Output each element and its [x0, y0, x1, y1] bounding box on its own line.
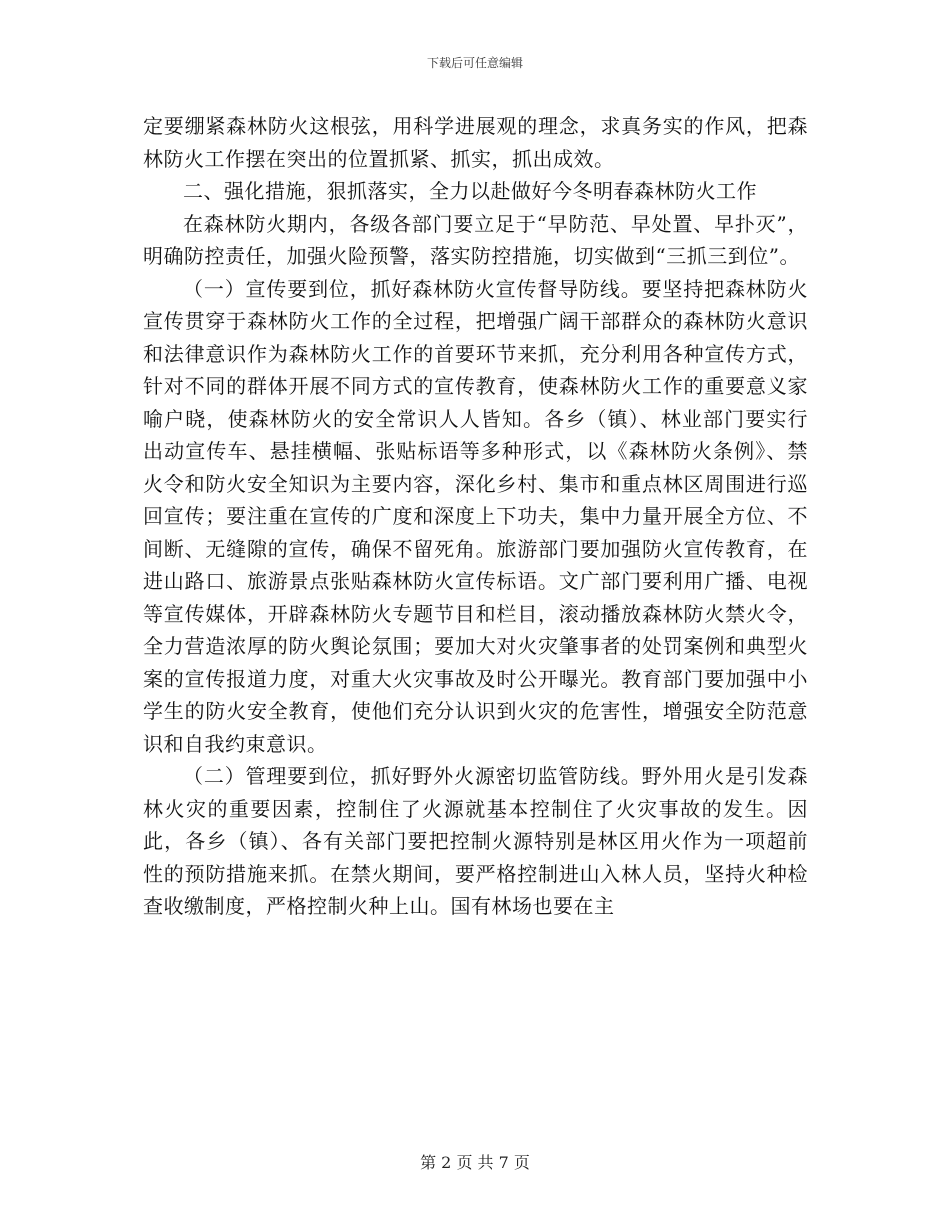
- page-header: 下载后可任意编辑: [426, 56, 523, 70]
- page-number-footer: 第 2 页 共 7 页: [420, 1153, 530, 1172]
- document-body: [143, 110, 808, 923]
- paragraph-management: （二）管理要到位，抓好野外火源密切监管防线。野外用火是引发森林火灾的重要因素，控制住了火源就基本控制住了火灾事故的发生。因此，各乡（镇）、各有关部门要把控制火源特别是林区用火作为一项超前性的预防措施来抓。在禁火期间，要严格控制进山入林人员，坚持火种检查收缴制度，严格控制火种上山。国有林场也要在主: [143, 764, 808, 918]
- paragraph-1: 定要绷紧森林防火这根弦，用科学进展观的理念，求真务实的作风，把森林防火工作摆在突出的位置抓紧、抓实，抓出成效。: [143, 114, 808, 171]
- section-heading-2: 二、强化措施，狠抓落实，全力以赴做好今冬明春森林防火工作: [183, 179, 757, 203]
- paragraph-publicity: （一）宣传要到位，抓好森林防火宣传督导防线。要坚持把森林防火宣传贯穿于森林防火工作的全过程，把增强广阔干部群众的森林防火意识和法律意识作为森林防火工作的首要环节来抓，充分利用各种宣传方式，针对不同的群体开展不同方式的宣传教育，使森林防火工作的重要意义家喻户晓，使森林防火的安全常识人人皆知。各乡（镇）、林业部门要实行出动宣传车、悬挂横幅、张贴标语等多种形式，以《森林防火条例》、禁火令和防火安全知识为主要内容，深化乡村、集市和重点林区周围进行巡回宣传；要注重在宣传的广度和深度上下功夫，集中力量开展全方位、不间断、无缝隙的宣传，确保不留死角。旅游部门要加强防火宣传教育，在进山路口、旅游景点张贴森林防火宣传标语。文广部门要利用广播、电视等宣传媒体，开辟森林防火专题节目和栏目，滚动播放森林防火禁火令，全力营造浓厚的防火舆论氛围；要加大对火灾肇事者的处罚案例和典型火案的宣传报道力度，对重大火灾事故及时公开曝光。教育部门要加强中小学生的防火安全教育，使他们充分认识到火灾的危害性，增强安全防范意识和自我约束意识。: [143, 276, 808, 756]
- paragraph-3: 在森林防火期内，各级各部门要立足于“早防范、早处置、早扑灭”，明确防控责任，加强火险预警，落实防控措施，切实做到“三抓三到位”。: [143, 211, 808, 268]
